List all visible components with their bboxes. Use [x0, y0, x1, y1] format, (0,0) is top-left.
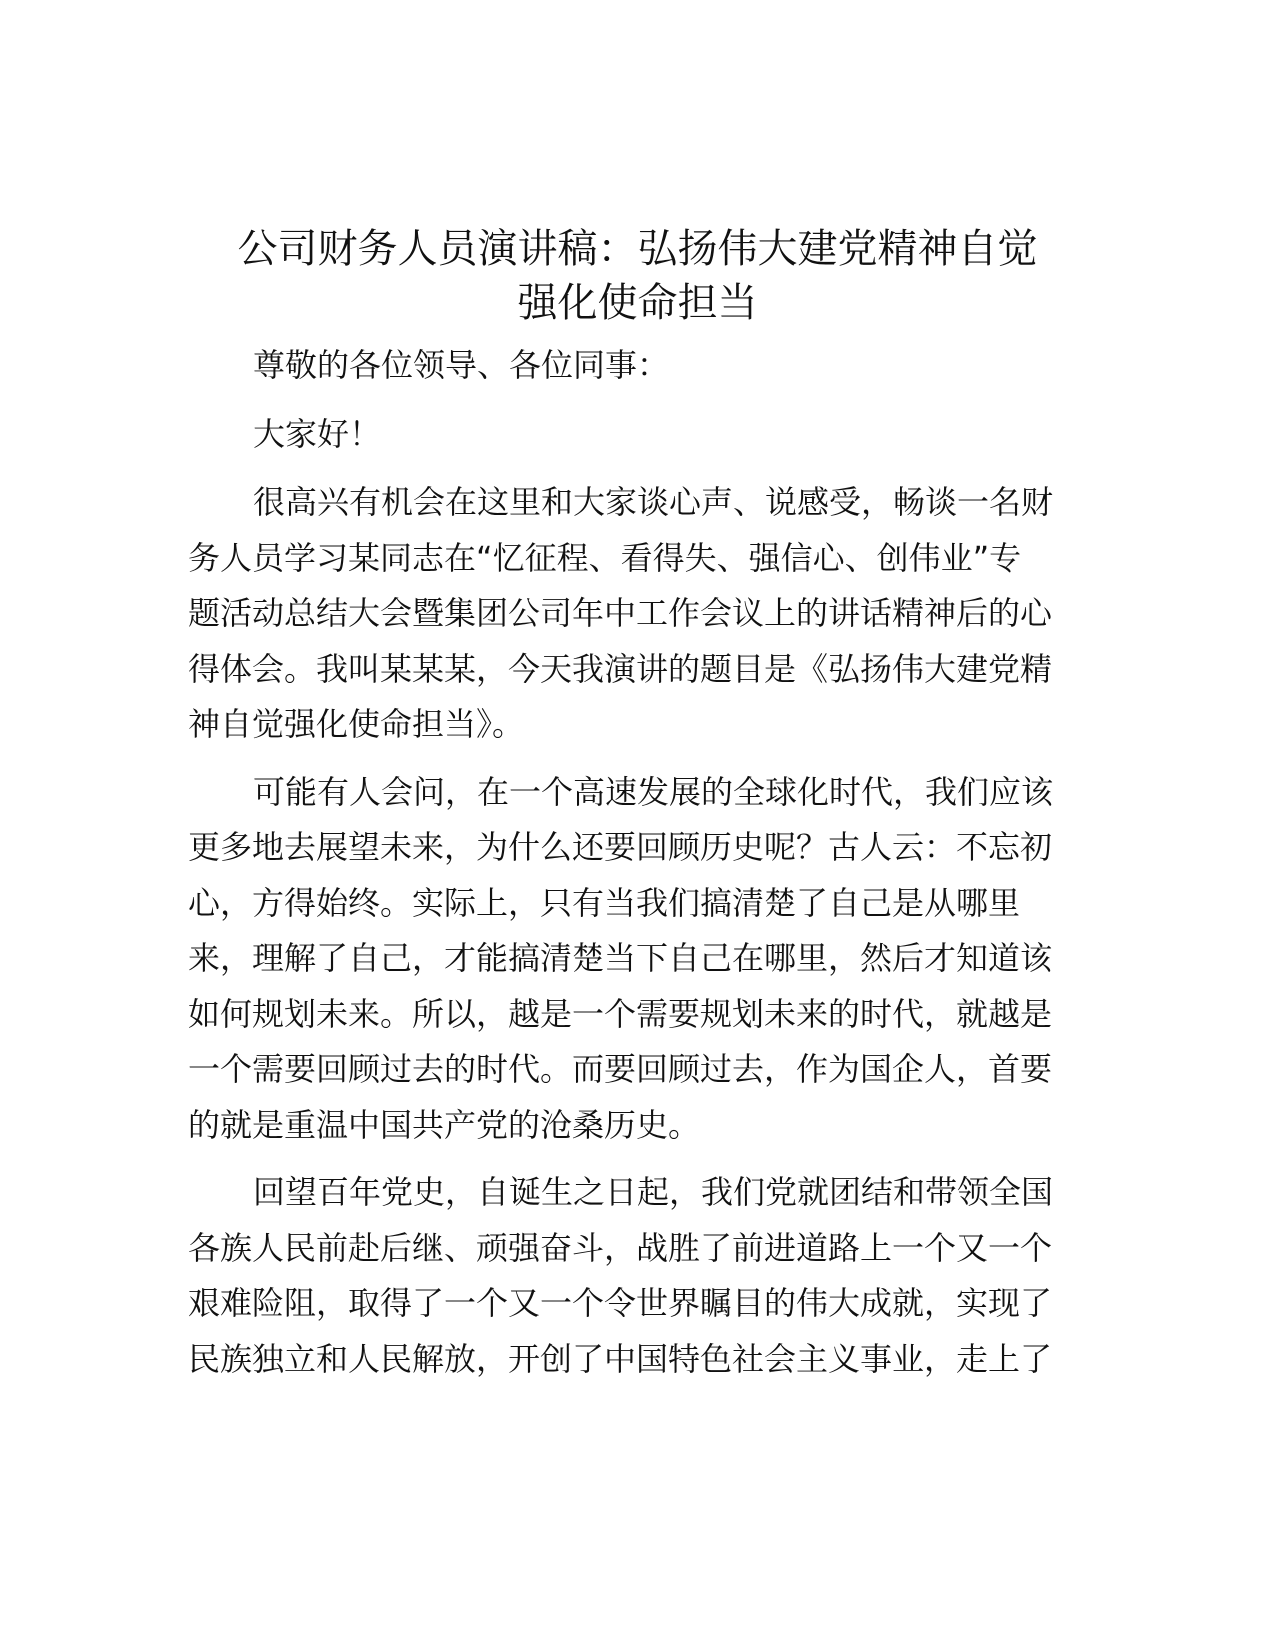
paragraph-2-line-2: 更多地去展望未来，为什么还要回顾历史呢？古人云：不忘初: [188, 828, 1053, 866]
paragraph-2-line-4: 来，理解了自己，才能搞清楚当下自己在哪里，然后才知道该: [188, 939, 1053, 977]
paragraph-3-line-4: 民族独立和人民解放，开创了中国特色社会主义事业，走上了: [188, 1340, 1053, 1378]
paragraph-2-line-7: 的就是重温中国共产党的沧桑历史。: [188, 1106, 701, 1144]
title-line-1: 公司财务人员演讲稿：弘扬伟大建党精神自觉: [237, 226, 1038, 272]
paragraph-1-line-4: 得体会。我叫某某某，今天我演讲的题目是《弘扬伟大建党精: [188, 650, 1053, 688]
paragraph-2-line-5: 如何规划未来。所以，越是一个需要规划未来的时代，就越是: [188, 995, 1053, 1033]
paragraph-1-line-5: 神自觉强化使命担当》。: [188, 705, 525, 743]
paragraph-1-line-1: 很高兴有机会在这里和大家谈心声、说感受，畅谈一名财: [253, 483, 1054, 521]
paragraph-3-line-1: 回望百年党史，自诞生之日起，我们党就团结和带领全国: [253, 1173, 1054, 1211]
greeting: 大家好！: [253, 415, 382, 453]
title-line-2: 强化使命担当: [517, 280, 758, 326]
paragraph-3-line-2: 各族人民前赴后继、顽强奋斗，战胜了前进道路上一个又一个: [188, 1229, 1053, 1267]
document-title: [150, 222, 1125, 330]
paragraph-3-line-3: 艰难险阻，取得了一个又一个令世界瞩目的伟大成就，实现了: [188, 1284, 1053, 1322]
paragraph-2-line-6: 一个需要回顾过去的时代。而要回顾过去，作为国企人，首要: [188, 1050, 1053, 1088]
paragraph-2-line-1: 可能有人会问，在一个高速发展的全球化时代，我们应该: [253, 773, 1054, 811]
paragraph-2-line-3: 心，方得始终。实际上，只有当我们搞清楚了自己是从哪里: [188, 884, 1021, 922]
paragraph-1-line-3: 题活动总结大会暨集团公司年中工作会议上的讲话精神后的心: [188, 594, 1053, 632]
salutation: 尊敬的各位领导、各位同事：: [253, 346, 670, 384]
paragraph-1-line-2: 务人员学习某同志在“忆征程、看得失、强信心、创伟业”专: [188, 539, 1022, 577]
